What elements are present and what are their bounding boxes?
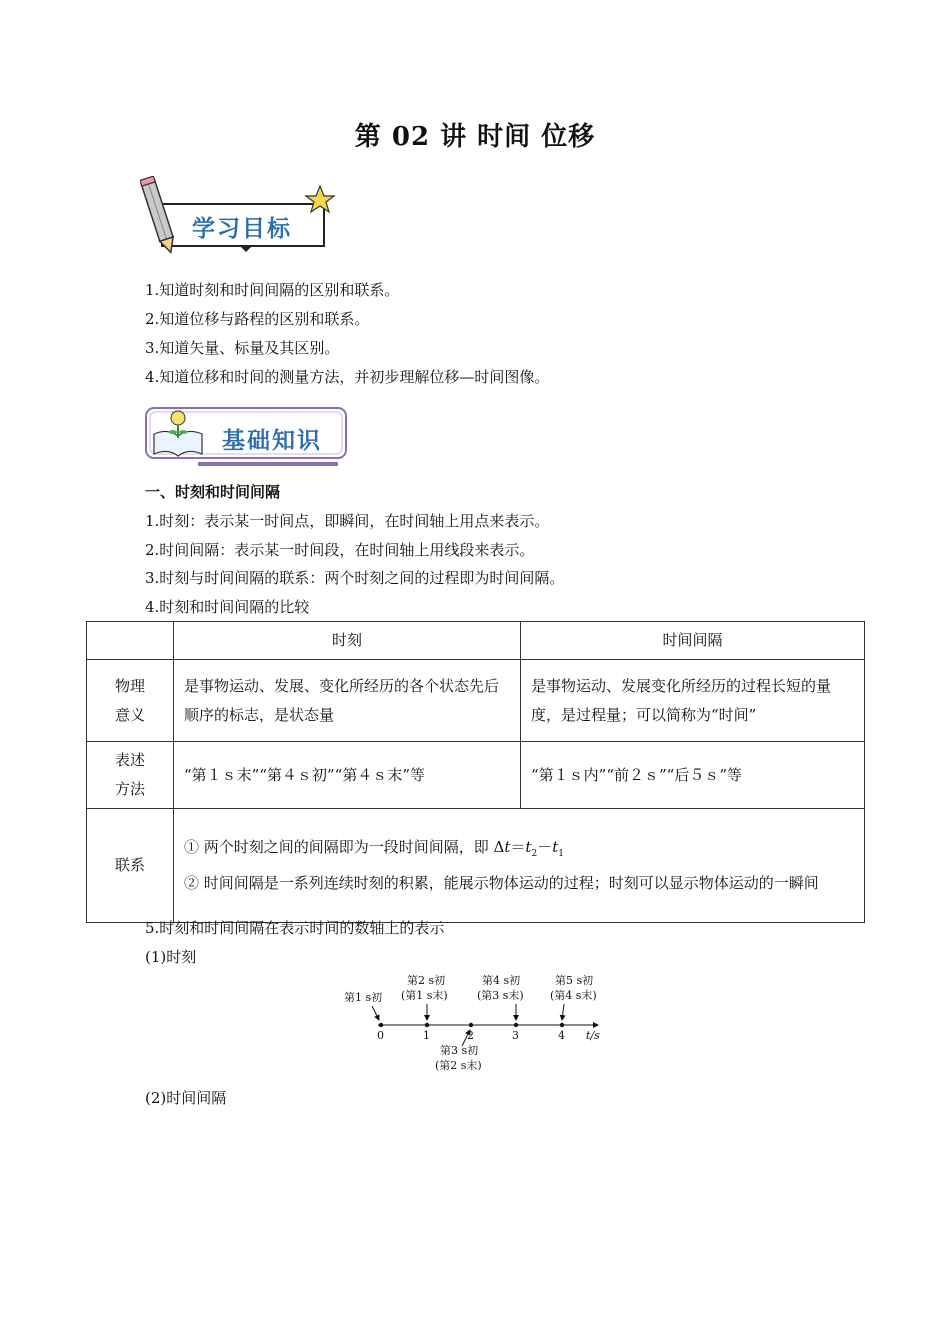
- goal-item: 1.知道时刻和时间间隔的区别和联系。: [145, 281, 400, 299]
- section-heading: 一、时刻和时间间隔: [145, 483, 281, 501]
- tick-label: 1: [423, 1029, 430, 1042]
- goal-item: 3.知道矢量、标量及其区别。: [145, 339, 340, 357]
- annotation-label: 第3 s初: [440, 1044, 479, 1057]
- table-row-label: [87, 660, 174, 742]
- goal-item: 4.知道位移和时间的测量方法，并初步理解位移—时间图像。: [145, 368, 550, 386]
- section-item: 4.时刻和时间间隔的比较: [145, 598, 310, 616]
- tick-point: [469, 1023, 473, 1027]
- table-row: [87, 660, 865, 742]
- learning-goals-title: 学习目标: [192, 216, 292, 242]
- annotation-label: 第1 s初: [344, 991, 383, 1004]
- relation-line: ① 两个时刻之间的间隔即为一段时间间隔，即 $\Delta t=t_2-t_1$: [184, 838, 564, 859]
- table-cell: 是事物运动、发展变化所经历的过程长短的量度，是过程量；可以简称为“时间”: [521, 660, 865, 742]
- row-label-line: 意义: [114, 705, 145, 724]
- annotation-arrow: [372, 1006, 379, 1020]
- table-row-label: 联系: [87, 809, 174, 923]
- annotation-label: (第1 s末): [401, 989, 448, 1002]
- row-label-line: 表述: [114, 751, 145, 769]
- page-title: 第 02 讲 时间 位移: [354, 122, 596, 152]
- annotation-arrow: [562, 1004, 564, 1020]
- tick-point: [425, 1023, 429, 1027]
- table-row: [87, 809, 865, 923]
- relation-line: ② 时间间隔是一系列连续时刻的积累，能展示物体运动的过程；时刻可以显示物体运动的一瞬间: [184, 874, 819, 892]
- timeline-figure: [330, 968, 620, 1078]
- annotation-label: (第2 s末): [435, 1059, 482, 1072]
- tick-point: [379, 1023, 383, 1027]
- section-item: 5.时刻和时间间隔在表示时间的数轴上的表示: [145, 919, 445, 937]
- table-header-row: [87, 622, 865, 660]
- basic-knowledge-banner: [142, 404, 352, 470]
- table-corner-cell: [87, 622, 174, 660]
- table-relation-cell: [174, 809, 865, 923]
- learning-goals-banner: [140, 176, 340, 258]
- basic-knowledge-title: 基础知识: [222, 428, 322, 454]
- annotation-label: (第4 s末): [550, 989, 597, 1002]
- annotation-label: 第5 s初: [555, 974, 594, 987]
- tick-label: 4: [558, 1029, 565, 1042]
- goal-item: 2.知道位移与路程的区别和联系。: [145, 310, 370, 328]
- section-item: 3.时刻与时间间隔的联系：两个时刻之间的过程即为时间间隔。: [145, 569, 565, 587]
- tick-point: [560, 1023, 564, 1027]
- tick-label: 2: [467, 1029, 474, 1042]
- row-label-line: 物理: [114, 676, 145, 695]
- section-item: 1.时刻：表示某一时间点，即瞬间，在时间轴上用点来表示。: [145, 512, 550, 530]
- row-label-line: 方法: [114, 780, 145, 798]
- tick-point: [514, 1023, 518, 1027]
- tick-label: 3: [512, 1029, 519, 1042]
- table-cell: 是事物运动、发展、变化所经历的各个状态先后顺序的标志，是状态量: [174, 660, 521, 742]
- annotation-label: 第4 s初: [482, 974, 521, 987]
- table-cell: “第１ｓ末”“第４ｓ初”“第４ｓ末”等: [174, 742, 521, 809]
- comparison-table: [86, 621, 865, 923]
- section-item: 2.时间间隔：表示某一时间段，在时间轴上用线段来表示。: [145, 541, 535, 559]
- axis-label: t/s: [586, 1029, 600, 1042]
- sub-heading: (2)时间间隔: [145, 1089, 227, 1107]
- tick-label: 0: [377, 1029, 384, 1042]
- table-row-label: [87, 742, 174, 809]
- table-col-header: 时刻: [174, 622, 521, 660]
- table-row: [87, 742, 865, 809]
- annotation-label: 第2 s初: [407, 974, 446, 987]
- table-cell: “第１ｓ内”“前２ｓ”“后５ｓ”等: [521, 742, 865, 809]
- annotation-label: (第3 s末): [477, 989, 524, 1002]
- table-col-header: 时间间隔: [521, 622, 865, 660]
- sub-heading: (1)时刻: [145, 948, 197, 966]
